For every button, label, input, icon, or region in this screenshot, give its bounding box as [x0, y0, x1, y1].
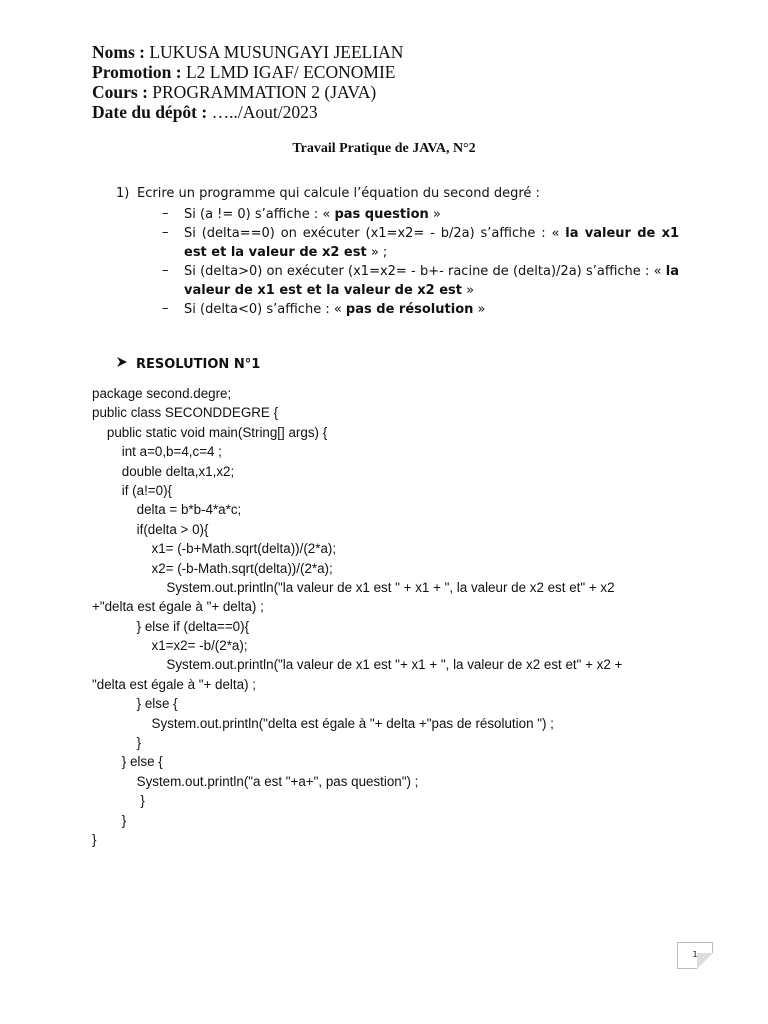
resolution-heading — [116, 356, 260, 372]
page-curl-icon — [697, 953, 713, 969]
bullet-dash: – — [162, 206, 169, 221]
code-block — [92, 384, 682, 849]
code-line: if (a!=0){ — [92, 482, 173, 498]
bullet-item: Si (delta<0) s’affiche : « pas de résolution » — [184, 302, 486, 317]
names-line — [92, 42, 403, 62]
code-line: } — [92, 793, 145, 809]
code-line: x1=x2= -b/(2*a); — [92, 638, 248, 654]
code-line: "delta est égale à "+ delta) ; — [92, 676, 256, 692]
bullet-item: Si (a != 0) s’affiche : « pas question » — [184, 207, 441, 222]
arrow-bullet-icon — [116, 356, 136, 372]
code-line: public class SECONDDEGRE { — [92, 405, 279, 421]
code-line: System.out.println("la valeur de x1 est "+ x1 + ", la valeur de x2 est et" + x2 + — [92, 657, 623, 673]
course-value: PROGRAMMATION 2 (JAVA) — [152, 82, 377, 102]
bullet-dash: – — [162, 263, 169, 278]
bullet-item: Si (delta>0) on exécuter (x1=x2= - b+- racine de (delta)/2a) s’affiche : « la valeur de x1 est et la valeur de x2 est » — [184, 264, 679, 298]
code-line: System.out.println("delta est égale à "+ delta +"pas de résolution ") ; — [92, 715, 554, 731]
page-number: 1 — [692, 950, 698, 959]
code-line: x1= (-b+Math.sqrt(delta))/(2*a); — [92, 541, 337, 557]
bullet-item: Si (delta==0) on exécuter (x1=x2= - b/2a) s’affiche : « la valeur de x1 est et la valeur de x2 est » ; — [184, 226, 679, 260]
promotion-line — [92, 62, 403, 82]
code-line: } else { — [92, 696, 178, 712]
code-line: } else if (delta==0){ — [92, 618, 250, 634]
names-value: LUKUSA MUSUNGAYI JEELIAN — [149, 42, 404, 62]
code-line: delta = b*b-4*a*c; — [92, 502, 242, 518]
code-line: } — [92, 812, 127, 828]
code-line: System.out.println("a est "+a+", pas question") ; — [92, 773, 419, 789]
page-number-box — [677, 942, 713, 969]
date-line — [92, 102, 403, 122]
code-line: int a=0,b=4,c=4 ; — [92, 444, 222, 460]
code-line: public static void main(String[] args) { — [92, 424, 328, 440]
question-text: Ecrire un programme qui calcule l’équation du second degré : — [137, 186, 540, 201]
date-value: …../Aout/2023 — [211, 102, 318, 122]
course-line — [92, 82, 403, 102]
code-line: package second.degre; — [92, 386, 232, 401]
resolution-heading-text: RESOLUTION N°1 — [136, 357, 261, 372]
header-block — [92, 42, 403, 122]
course-label: Cours : — [92, 82, 148, 102]
code-line: } — [92, 735, 142, 751]
question-number: 1) — [116, 186, 130, 201]
promotion-label: Promotion : — [92, 62, 182, 82]
bullet-dash: – — [162, 225, 169, 240]
code-line: } else { — [92, 754, 163, 770]
code-line: x2= (-b-Math.sqrt(delta))/(2*a); — [92, 560, 333, 576]
code-line: System.out.println("la valeur de x1 est " + x1 + ", la valeur de x2 est et" + x2 — [92, 579, 615, 595]
bullet-dash: – — [162, 301, 169, 316]
code-line: double delta,x1,x2; — [92, 463, 235, 479]
code-line: if(delta > 0){ — [92, 521, 209, 537]
promotion-value: L2 LMD IGAF/ ECONOMIE — [185, 62, 396, 82]
code-line: } — [92, 831, 97, 847]
code-line: +"delta est égale à "+ delta) ; — [92, 599, 264, 615]
date-label: Date du dépôt : — [92, 102, 208, 122]
document-title: Travail Pratique de JAVA, N°2 — [292, 141, 476, 156]
names-label: Noms : — [92, 42, 145, 62]
